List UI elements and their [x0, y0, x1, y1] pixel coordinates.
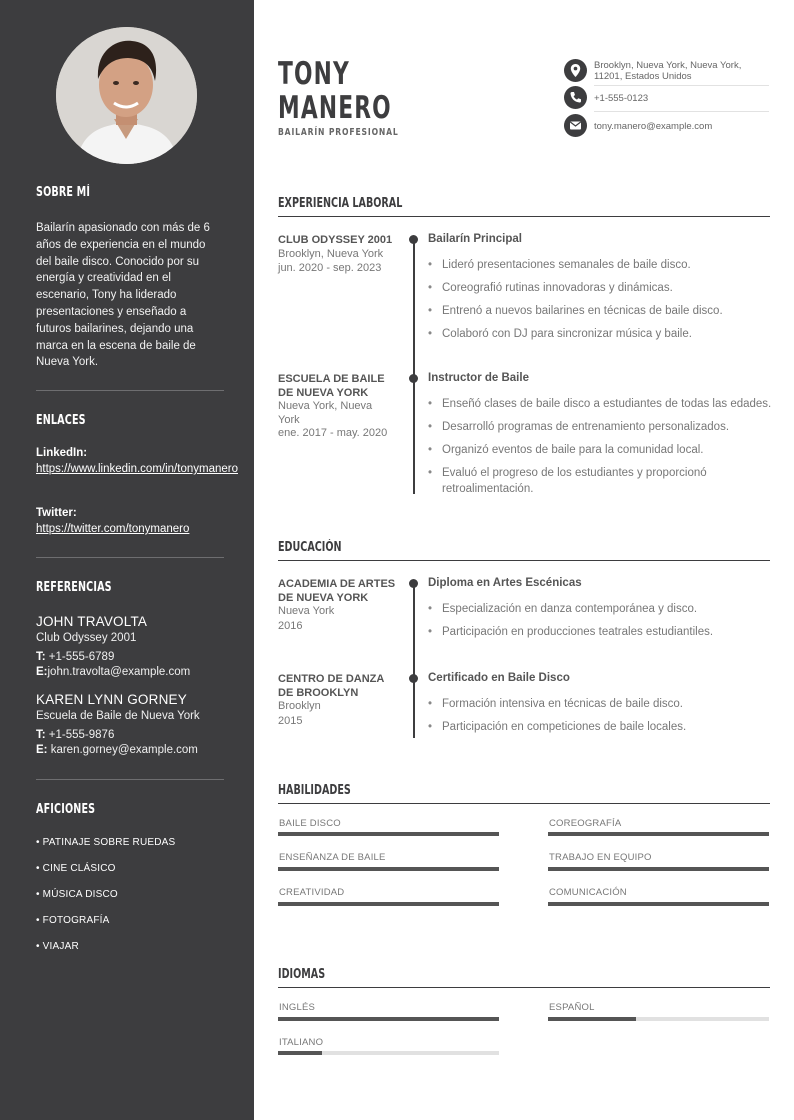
links-heading: ENLACES — [36, 413, 86, 428]
skill-bar — [278, 902, 499, 906]
reference-email: E: karen.gorney@example.com — [36, 744, 198, 756]
edu-org: CENTRO DE DANZA DE BROOKLYN — [278, 673, 384, 699]
skill-name: TRABAJO EN EQUIPO — [549, 852, 652, 863]
skill-bar — [548, 832, 769, 836]
edu-org: ACADEMIA DE ARTES DE NUEVA YORK — [278, 578, 396, 604]
job-bullet: • Entrenó a nuevos bailarines en técnicas de baile disco. — [442, 303, 772, 319]
hobbies-heading: AFICIONES — [36, 802, 96, 817]
job-bullet: • Coreografió rutinas innovadoras y dinámicas. — [442, 280, 772, 296]
sidebar — [0, 0, 254, 1120]
skill-bar-fill — [548, 902, 769, 906]
edu-bullet: • Formación intensiva en técnicas de baile disco. — [442, 696, 772, 712]
language-name: ESPAÑOL — [549, 1002, 595, 1013]
references-heading: REFERENCIAS — [36, 580, 112, 595]
phone-icon — [564, 86, 587, 109]
divider — [36, 779, 224, 780]
linkedin-link[interactable]: https://www.linkedin.com/in/tonymanero — [36, 463, 238, 475]
reference-org: Club Odyssey 2001 — [36, 632, 137, 644]
reference-org: Escuela de Baile de Nueva York — [36, 710, 200, 722]
job-bullet: • Evaluó el progreso de los estudiantes y proporcionó retroalimentación. — [442, 465, 772, 497]
address-line: 11201, Estados Unidos — [594, 71, 692, 82]
skill-name: COREOGRAFÍA — [549, 818, 622, 829]
separator — [594, 85, 769, 86]
location-pin-icon — [564, 59, 587, 82]
job-org: CLUB ODYSSEY 2001 — [278, 234, 393, 246]
language-name: INGLÉS — [279, 1002, 316, 1013]
timeline-dot — [409, 235, 418, 244]
language-bar-fill — [278, 1051, 322, 1055]
edu-bullet: • Participación en competiciones de baile locales. — [442, 719, 772, 735]
reference-phone: T: +1-555-9876 — [36, 729, 115, 741]
reference-name: KAREN LYNN GORNEY — [36, 692, 187, 707]
email-icon — [564, 114, 587, 137]
separator — [594, 111, 769, 112]
edu-degree: Diploma en Artes Escénicas — [428, 577, 582, 589]
skill-bar — [548, 867, 769, 871]
twitter-label: Twitter: — [36, 507, 77, 519]
job-bullet: • Organizó eventos de baile para la comunidad local. — [442, 442, 772, 458]
timeline-line — [413, 240, 415, 494]
language-bar — [278, 1017, 499, 1021]
skill-name: BAILE DISCO — [279, 818, 341, 829]
timeline-line — [413, 584, 415, 738]
job-bullet: • Desarrolló programas de entrenamiento personalizados. — [442, 419, 772, 435]
language-bar-fill — [278, 1017, 499, 1021]
skills-heading: HABILIDADES — [278, 783, 351, 798]
job-dates: ene. 2017 - may. 2020 — [278, 427, 388, 439]
edu-degree: Certificado en Baile Disco — [428, 672, 570, 684]
phone-number: +1-555-0123 — [594, 93, 649, 104]
language-bar — [548, 1017, 769, 1021]
job-location: Nueva York, Nueva York — [278, 400, 373, 426]
skill-bar — [278, 832, 499, 836]
hobby-item: • CINE CLÁSICO — [36, 863, 116, 874]
skill-bar-fill — [548, 867, 769, 871]
skill-bar-fill — [278, 902, 499, 906]
education-heading: EDUCACIÓN — [278, 540, 342, 555]
first-name: TONY — [278, 56, 350, 92]
twitter-link[interactable]: https://twitter.com/tonymanero — [36, 523, 190, 535]
hobby-item: • PATINAJE SOBRE RUEDAS — [36, 837, 176, 848]
last-name: MANERO — [278, 90, 392, 126]
timeline-dot — [409, 374, 418, 383]
skill-bar-fill — [278, 832, 499, 836]
divider — [36, 557, 224, 558]
job-bullet: • Enseñó clases de baile disco a estudiantes de todas las edades. — [442, 396, 772, 412]
skill-name: CREATIVIDAD — [279, 887, 345, 898]
job-dates: jun. 2020 - sep. 2023 — [278, 262, 382, 274]
job-role: Bailarín Principal — [428, 233, 522, 245]
languages-heading: IDIOMAS — [278, 967, 326, 982]
skill-bar-fill — [278, 867, 499, 871]
hobby-item: • MÚSICA DISCO — [36, 889, 118, 900]
edu-location: Brooklyn — [278, 700, 321, 712]
section-rule — [278, 803, 770, 804]
reference-phone: T: +1-555-6789 — [36, 651, 115, 663]
edu-bullet: • Especialización en danza contemporánea y disco. — [442, 601, 772, 617]
job-bullet: • Colaboró con DJ para sincronizar música y baile. — [442, 326, 772, 342]
timeline-dot — [409, 674, 418, 683]
language-bar — [278, 1051, 499, 1055]
timeline-dot — [409, 579, 418, 588]
skill-name: ENSEÑANZA DE BAILE — [279, 852, 386, 863]
job-org: ESCUELA DE BAILE DE NUEVA YORK — [278, 373, 385, 399]
section-rule — [278, 216, 770, 217]
divider — [36, 390, 224, 391]
hobby-item: • VIAJAR — [36, 941, 79, 952]
profile-photo — [56, 27, 197, 164]
edu-bullet: • Participación en producciones teatrales estudiantiles. — [442, 624, 772, 640]
job-location: Brooklyn, Nueva York — [278, 248, 384, 260]
experience-heading: EXPERIENCIA LABORAL — [278, 196, 403, 211]
skill-bar — [278, 867, 499, 871]
hobby-item: • FOTOGRAFÍA — [36, 915, 110, 926]
linkedin-label: LinkedIn: — [36, 447, 88, 459]
language-name: ITALIANO — [279, 1037, 324, 1048]
job-title: BAILARÍN PROFESIONAL — [278, 127, 399, 138]
email-address: tony.manero@example.com — [594, 121, 713, 132]
skill-bar-fill — [548, 832, 769, 836]
edu-year: 2015 — [278, 715, 303, 727]
job-bullet: • Lideró presentaciones semanales de baile disco. — [442, 257, 772, 273]
about-heading: SOBRE MÍ — [36, 185, 91, 200]
job-role: Instructor de Baile — [428, 372, 529, 384]
address-line: Brooklyn, Nueva York, Nueva York, — [594, 60, 742, 71]
section-rule — [278, 560, 770, 561]
reference-name: JOHN TRAVOLTA — [36, 614, 148, 629]
about-text: Bailarín apasionado con más de 6 años de experiencia en el mundo del baile disco. Conocido por su energía y creatividad en el escenario, Tony ha liderado presentaciones y enseñado a futuros bailarines, dejando una marca en la escena de baile de Nueva York. — [36, 222, 210, 369]
language-bar-fill — [548, 1017, 636, 1021]
section-rule — [278, 987, 770, 988]
skill-bar — [548, 902, 769, 906]
edu-year: 2016 — [278, 620, 303, 632]
skill-name: COMUNICACIÓN — [549, 887, 627, 898]
edu-location: Nueva York — [278, 605, 335, 617]
reference-email: E:john.travolta@example.com — [36, 666, 191, 678]
